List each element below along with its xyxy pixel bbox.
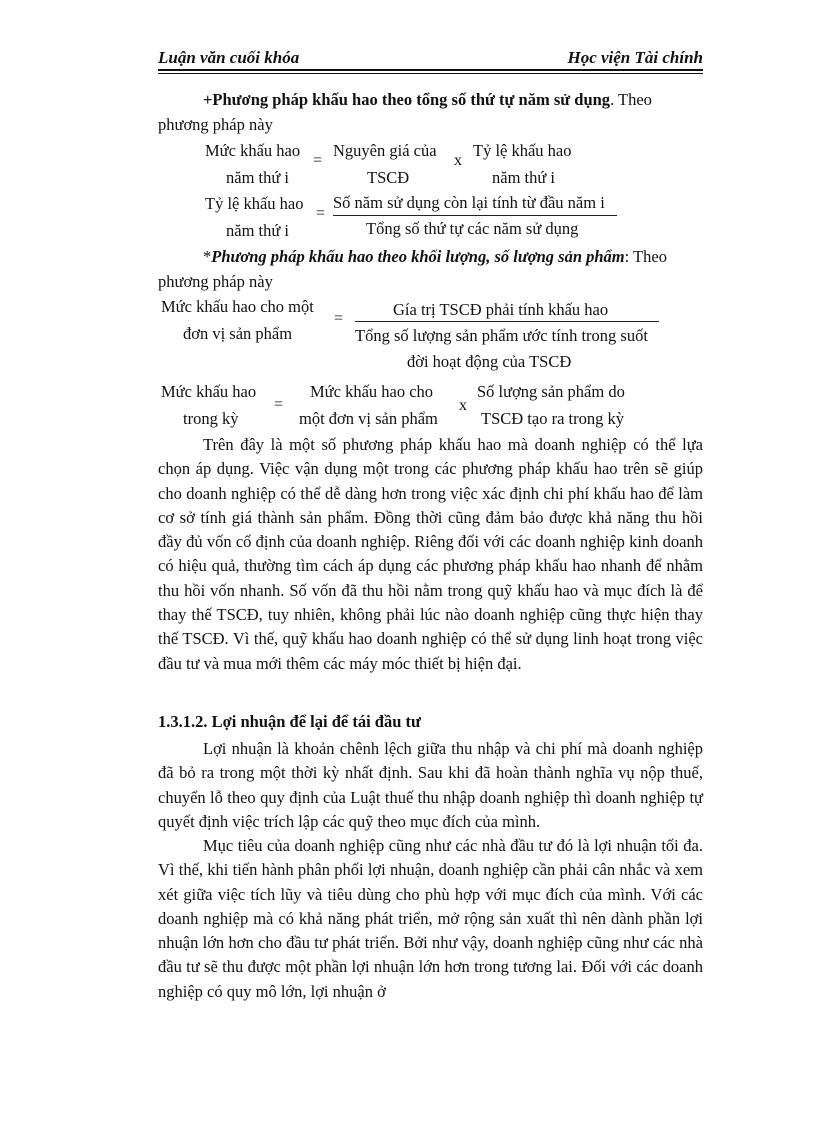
paragraph-2: Lợi nhuận là khoản chênh lệch giữa thu nhập và chi phí mà doanh nghiệp đã bỏ ra trong một thời kỳ nhất định. Sau khi đã hoàn thành nghĩa vụ nộp thuế, chuyển lỗ theo quy định của Luật thuế thu nhập doanh nghiệp thì doanh nghiệp tự quyết định việc trích lập các quỹ theo mục đích của mình. [158, 739, 703, 831]
formula2-equals: = [316, 205, 326, 222]
formula4-numerator: Mức khấu hao cho [310, 382, 434, 401]
method2-intro-line2: phương pháp này [158, 272, 273, 291]
formula4-factor-line2: TSCĐ tạo ra trong kỳ [481, 409, 624, 428]
formula1-factor-line2: năm thứ i [492, 168, 556, 187]
formula1-equals: = [313, 152, 323, 169]
header-left-title: Luận văn cuối khóa [158, 48, 300, 67]
formula1-numerator: Nguyên giá của [333, 141, 437, 160]
formula3-lhs-line2: đơn vị sản phẩm [183, 324, 293, 343]
method2-title: Phương pháp khấu hao theo khối lượng, số lượng sản phẩm [211, 247, 625, 266]
header-right-title: Học viện Tài chính [567, 48, 703, 67]
formula4-equals: = [274, 396, 284, 413]
method1-title: +Phương pháp khấu hao theo tổng số thứ tự năm sử dụng [203, 90, 611, 109]
formula1-lhs-line2: năm thứ i [226, 168, 290, 187]
formula2-fraction-bar [333, 215, 617, 216]
paragraph-profit-definition [158, 737, 703, 834]
method2-bullet: * [203, 247, 212, 266]
formula4-lhs-line1: Mức khấu hao [161, 382, 257, 401]
section-heading-retained-earnings: 1.3.1.2. Lợi nhuận để lại để tái đầu tư [158, 712, 421, 731]
method2-intro-rest: : Theo [624, 247, 667, 266]
paragraph-3: Mục tiêu của doanh nghiệp cũng như các nhà đầu tư đó là lợi nhuận tối đa. Vì thế, khi tiến hành phân phối lợi nhuận, doanh nghiệp cần phải cân nhắc và xem xét giữa việc tích lũy và tiêu dùng cho phù hợp với mục đích của mình. Với các doanh nghiệp mà có khả năng phát triển, mở rộng sản xuất thì nên dành phần lợi nhuận lớn hơn cho đầu tư phát triển. Bởi như vậy, doanh nghiệp cũng như các nhà đầu tư sẽ thu được một phần lợi nhuận lớn hơn trong tương lai. Đối với các doanh nghiệp có quy mô lớn, lợi nhuận ở [158, 836, 703, 1001]
formula4-lhs-line2: trong kỳ [183, 409, 239, 428]
paragraph-1: Trên đây là một số phương pháp khấu hao mà doanh nghiệp có thể lựa chọn áp dụng. Việc vận dụng một trong các phương pháp khấu hao trên sẽ giúp cho doanh nghiệp có thể dễ dàng hơn trong việc xác định chi phí khấu hao để làm cơ sở tính giá thành sản phẩm. Đồng thời cũng đảm bảo được khả năng thu hồi đầy đủ vốn cố định của doanh nghiệp. Riêng đối với các doanh nghiệp kinh doanh có hiệu quả, thường tìm cách áp dụng các phương pháp khấu hao nhanh để nhằm thu hồi vốn nhanh. Số vốn đã thu hồi nằm trong quỹ khấu hao và mục đích là để thay thế TSCĐ, tuy nhiên, không phải lúc nào doanh nghiệp cũng thực hiện thay thế TSCĐ. Vì thế, quỹ khấu hao doanh nghiệp có thể sử dụng linh hoạt trong việc đầu tư và mua mới thêm các máy móc thiết bị hiện đại. [158, 435, 703, 673]
header-rule-thin [158, 73, 703, 74]
formula4-times: x [459, 397, 467, 414]
formula3-lhs-line1: Mức khấu hao cho một [161, 297, 314, 316]
formula4-factor-line1: Số lượng sản phẩm do [477, 382, 625, 401]
header-rule [158, 69, 703, 71]
method1-intro-line2: phương pháp này [158, 115, 273, 134]
formula3-equals: = [334, 310, 344, 327]
method1-intro-rest: . Theo [610, 90, 652, 109]
formula1-denominator: TSCĐ [367, 168, 410, 187]
formula2-lhs-line1: Tỷ lệ khấu hao [205, 194, 304, 213]
formula3-fraction-bar [355, 321, 659, 322]
formula4-denominator: một đơn vị sản phẩm [299, 409, 438, 428]
paragraph-investment-goal [158, 834, 703, 1004]
formula1-lhs-line1: Mức khấu hao [205, 141, 301, 160]
formula2-denominator: Tổng số thứ tự các năm sử dụng [366, 219, 579, 238]
formula3-numerator: Gía trị TSCĐ phải tính khấu hao [393, 300, 609, 319]
formula1-factor-line1: Tỷ lệ khấu hao [473, 141, 572, 160]
formula2-lhs-line2: năm thứ i [226, 221, 290, 240]
method2-intro [203, 247, 667, 267]
formula2-numerator: Số năm sử dụng còn lại tính từ đầu năm i [333, 193, 605, 212]
paragraph-depreciation-summary [158, 433, 703, 676]
formula1-times: x [454, 152, 462, 169]
formula3-denominator-line2: đời hoạt động của TSCĐ [407, 352, 572, 371]
page-header [158, 44, 703, 72]
formula3-denominator-line1: Tổng số lượng sản phẩm ước tính trong suốt [355, 326, 648, 345]
method1-intro [203, 90, 652, 110]
